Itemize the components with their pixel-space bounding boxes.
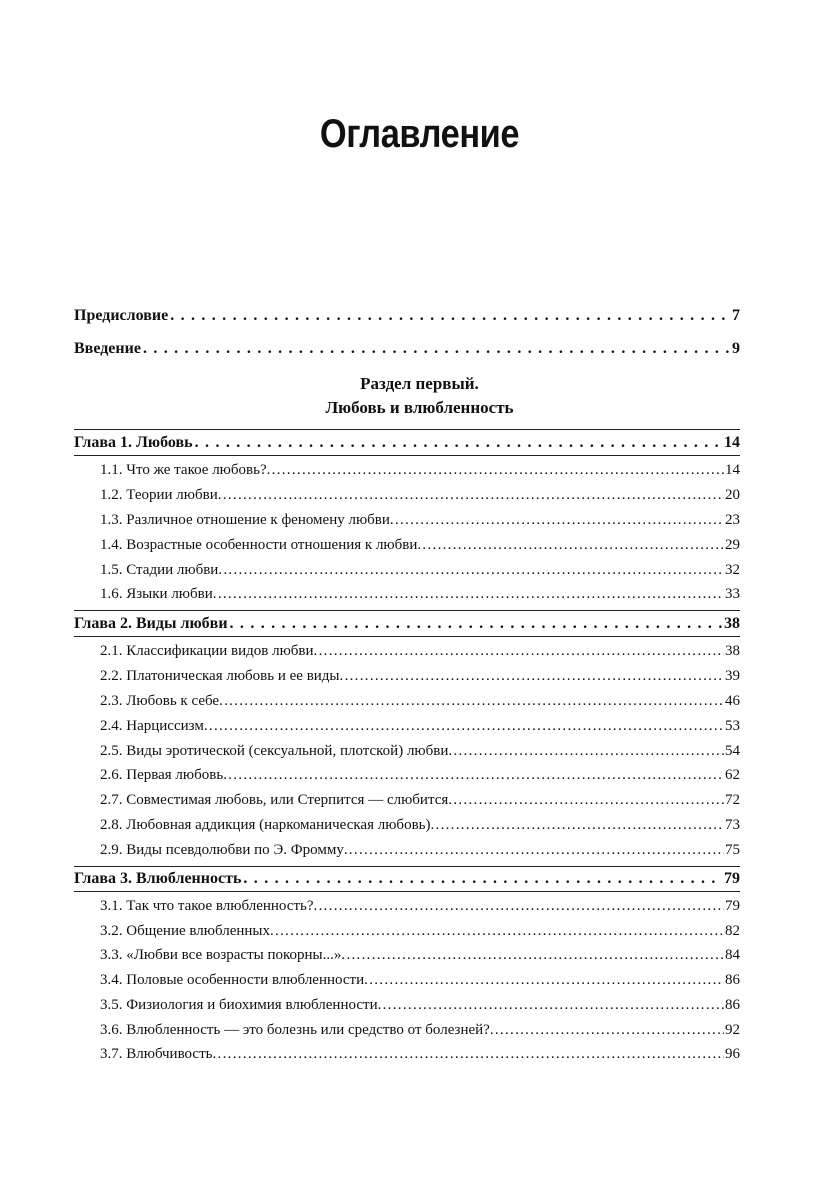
toc-subentry[interactable] bbox=[74, 693, 740, 710]
toc-entry-page: 82 bbox=[725, 923, 740, 939]
dot-leader bbox=[218, 487, 724, 504]
toc-entry-page: 14 bbox=[724, 434, 740, 451]
toc-entry-page: 54 bbox=[725, 743, 740, 759]
toc-subentry[interactable] bbox=[74, 898, 740, 915]
toc-entry-page: 9 bbox=[732, 340, 740, 357]
dot-leader bbox=[448, 743, 724, 760]
toc-entry-label: Введение bbox=[74, 340, 141, 357]
toc-entry-label: Глава 2. Виды любви bbox=[74, 615, 228, 632]
divider bbox=[74, 610, 740, 611]
toc-entry-label: Глава 1. Любовь bbox=[74, 434, 193, 451]
toc-entry-label: 2.3. Любовь к себе bbox=[100, 693, 220, 709]
toc-subentry[interactable] bbox=[74, 487, 740, 504]
toc-subentry[interactable] bbox=[74, 462, 740, 479]
toc-entry-label: 2.1. Классификации видов любви bbox=[100, 643, 314, 659]
toc-subentry[interactable] bbox=[74, 586, 740, 603]
toc-entry-label: 2.9. Виды псевдолюбви по Э. Фромму bbox=[100, 842, 344, 858]
toc-subentry[interactable] bbox=[74, 972, 740, 989]
toc-entry-label: 3.3. «Любви все возрасты покорны...» bbox=[100, 947, 342, 963]
dot-leader bbox=[378, 997, 724, 1014]
toc-subentry[interactable] bbox=[74, 1046, 740, 1063]
toc-entry-page: 79 bbox=[724, 870, 740, 887]
toc-entry-label: 3.5. Физиология и биохимия влюбленности bbox=[100, 997, 378, 1013]
toc-entry-introduction[interactable] bbox=[74, 340, 740, 358]
toc-entry-preface[interactable] bbox=[74, 307, 740, 325]
toc-subentry[interactable] bbox=[74, 562, 740, 579]
toc-entry-label: 2.2. Платоническая любовь и ее виды bbox=[100, 668, 340, 684]
dot-leader bbox=[340, 668, 724, 685]
toc-chapter-1[interactable] bbox=[74, 434, 740, 452]
toc-subentry[interactable] bbox=[74, 643, 740, 660]
divider bbox=[74, 866, 740, 867]
dot-leader bbox=[314, 643, 724, 660]
divider bbox=[74, 455, 740, 456]
dot-leader bbox=[490, 1022, 724, 1039]
toc-entry-label: 2.7. Совместимая любовь, или Стерпится — слюбится bbox=[100, 792, 449, 808]
toc-subentry[interactable] bbox=[74, 817, 740, 834]
toc-subentry[interactable] bbox=[74, 718, 740, 735]
toc-subentry[interactable] bbox=[74, 668, 740, 685]
toc-entry-label: 2.5. Виды эротической (сексуальной, плотской) любви bbox=[100, 743, 449, 759]
dot-leader bbox=[267, 462, 724, 479]
dot-leader bbox=[143, 340, 730, 358]
dot-leader bbox=[448, 792, 724, 809]
toc-subentry[interactable] bbox=[74, 767, 740, 784]
toc-subentry[interactable] bbox=[74, 997, 740, 1014]
dot-leader bbox=[230, 615, 722, 633]
section-heading bbox=[0, 372, 839, 420]
toc-subentry[interactable] bbox=[74, 842, 740, 859]
toc-chapter-3[interactable] bbox=[74, 870, 740, 888]
toc-subentry[interactable] bbox=[74, 1022, 740, 1039]
dot-leader bbox=[341, 947, 724, 964]
dot-leader bbox=[314, 898, 724, 915]
toc-entry-label: 2.6. Первая любовь bbox=[100, 767, 224, 783]
dot-leader bbox=[223, 767, 724, 784]
toc-entry-page: 72 bbox=[725, 792, 740, 808]
toc-entry-page: 86 bbox=[725, 972, 740, 988]
dot-leader bbox=[344, 842, 724, 859]
dot-leader bbox=[218, 562, 724, 579]
toc-entry-page: 33 bbox=[725, 586, 740, 602]
toc-entry-page: 75 bbox=[725, 842, 740, 858]
toc-entry-label: 2.8. Любовная аддикция (наркоманическая любовь) bbox=[100, 817, 431, 833]
toc-entry-label: Глава 3. Влюбленность bbox=[74, 870, 242, 887]
toc-entry-label: Предисловие bbox=[74, 307, 169, 324]
toc-entry-label: 3.2. Общение влюбленных bbox=[100, 923, 270, 939]
divider bbox=[74, 891, 740, 892]
dot-leader bbox=[243, 870, 722, 888]
toc-entry-page: 73 bbox=[725, 817, 740, 833]
toc-entry-label: 3.6. Влюбленность — это болезнь или средство от болезней? bbox=[100, 1022, 490, 1038]
toc-entry-page: 39 bbox=[725, 668, 740, 684]
toc-entry-label: 1.4. Возрастные особенности отношения к любви bbox=[100, 537, 418, 553]
dot-leader bbox=[430, 817, 724, 834]
toc-subentry[interactable] bbox=[74, 512, 740, 529]
toc-subentry[interactable] bbox=[74, 792, 740, 809]
divider bbox=[74, 636, 740, 637]
dot-leader bbox=[170, 307, 730, 325]
toc-entry-page: 38 bbox=[724, 615, 740, 632]
toc-subentry[interactable] bbox=[74, 923, 740, 940]
toc-entry-page: 92 bbox=[725, 1022, 740, 1038]
toc-entry-label: 3.1. Так что такое влюбленность? bbox=[100, 898, 314, 914]
dot-leader bbox=[364, 972, 724, 989]
section-heading-line-2: Любовь и влюбленность bbox=[325, 398, 514, 417]
toc-entry-page: 79 bbox=[725, 898, 740, 914]
toc-entry-page: 62 bbox=[725, 767, 740, 783]
toc-entry-page: 14 bbox=[725, 462, 740, 478]
section-heading-line-1: Раздел первый. bbox=[360, 374, 479, 393]
toc-entry-page: 86 bbox=[725, 997, 740, 1013]
toc-entry-page: 29 bbox=[725, 537, 740, 553]
dot-leader bbox=[195, 434, 722, 452]
dot-leader bbox=[417, 537, 724, 554]
toc-entry-page: 20 bbox=[725, 487, 740, 503]
dot-leader bbox=[219, 693, 724, 710]
toc-entry-label: 1.3. Различное отношение к феномену любви bbox=[100, 512, 390, 528]
toc-entry-page: 96 bbox=[725, 1046, 740, 1062]
toc-entry-label: 3.4. Половые особенности влюбленности bbox=[100, 972, 365, 988]
toc-subentry[interactable] bbox=[74, 537, 740, 554]
toc-subentry[interactable] bbox=[74, 947, 740, 964]
toc-entry-label: 1.2. Теории любви bbox=[100, 487, 218, 503]
toc-entry-page: 46 bbox=[725, 693, 740, 709]
toc-entry-label: 3.7. Влюбчивость bbox=[100, 1046, 213, 1062]
toc-chapter-2[interactable] bbox=[74, 615, 740, 633]
toc-subentry[interactable] bbox=[74, 743, 740, 760]
toc-entry-page: 84 bbox=[725, 947, 740, 963]
toc-entry-page: 53 bbox=[725, 718, 740, 734]
dot-leader bbox=[270, 923, 724, 940]
dot-leader bbox=[204, 718, 724, 735]
toc-entry-label: 1.6. Языки любви bbox=[100, 586, 213, 602]
toc-entry-page: 38 bbox=[725, 643, 740, 659]
dot-leader bbox=[213, 1046, 725, 1063]
toc-entry-page: 23 bbox=[725, 512, 740, 528]
dot-leader bbox=[213, 586, 724, 603]
toc-entry-label: 1.1. Что же такое любовь? bbox=[100, 462, 267, 478]
page-title: Оглавление bbox=[319, 112, 520, 156]
toc-entry-page: 7 bbox=[732, 307, 740, 324]
toc-entry-label: 1.5. Стадии любви bbox=[100, 562, 219, 578]
dot-leader bbox=[390, 512, 724, 529]
toc-entry-page: 32 bbox=[725, 562, 740, 578]
divider bbox=[74, 429, 740, 430]
toc-entry-label: 2.4. Нарциссизм bbox=[100, 718, 204, 734]
